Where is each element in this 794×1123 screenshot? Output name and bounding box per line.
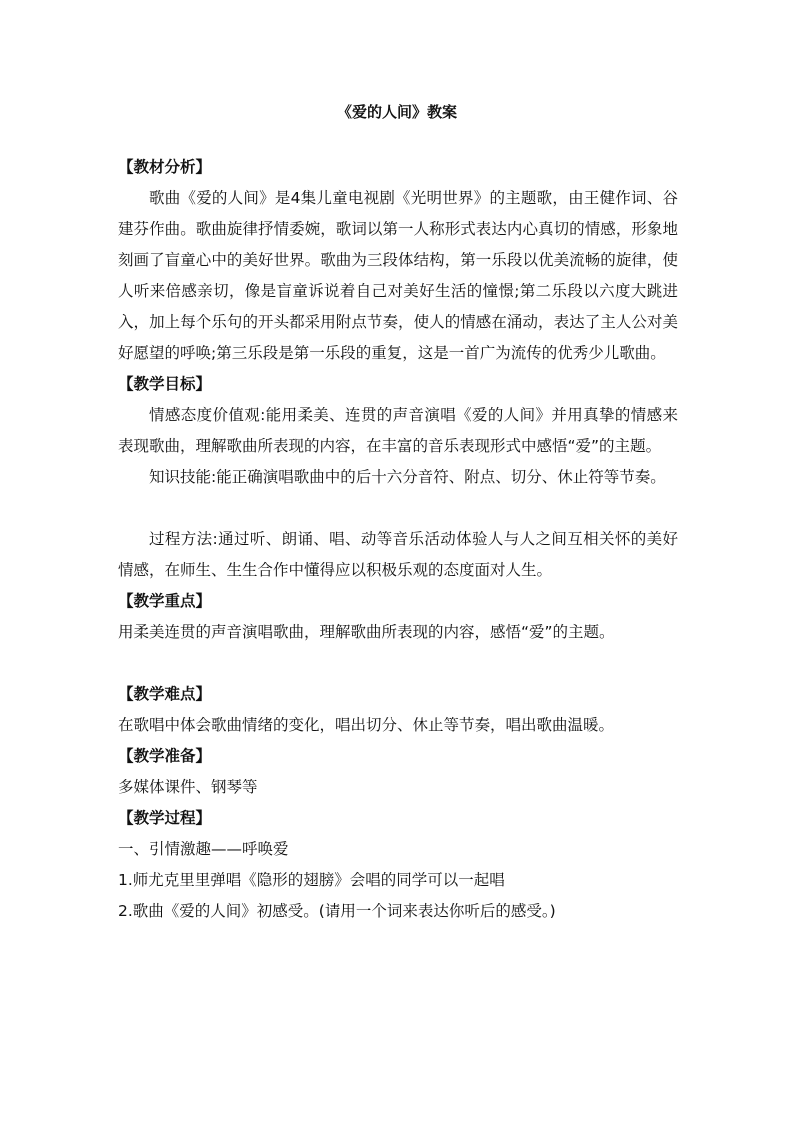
section-heading-difficulty: 【教学难点】 xyxy=(118,685,212,703)
blank-line xyxy=(118,648,678,679)
procedure-line: 一、引情激趣——呼唤爱 xyxy=(118,840,289,858)
key-point-text: 用柔美连贯的声音演唱歌曲，理解歌曲所表现的内容，感悟“爱”的主题。 xyxy=(118,623,615,641)
goal-process-paragraph: 过程方法:通过听、朗诵、唱、动等音乐活动体验人与人之间互相关怀的美好情感，在师生、生生合作中懂得应以积极乐观的态度面对人生。 xyxy=(118,530,678,579)
prep-text: 多媒体课件、钢琴等 xyxy=(118,778,258,796)
procedure-line: 1.师尤克里里弹唱《隐形的翅膀》会唱的同学可以一起唱 xyxy=(118,871,505,889)
section-heading-goals: 【教学目标】 xyxy=(118,375,212,393)
goal-emotion-paragraph: 情感态度价值观:能用柔美、连贯的声音演唱《爱的人间》并用真挚的情感来表现歌曲，理解歌曲所表现的内容，在丰富的音乐表现形式中感悟“爱”的主题。 xyxy=(118,406,678,455)
procedure-line: 2.歌曲《爱的人间》初感受。(请用一个词来表达你听后的感受。) xyxy=(118,902,556,920)
analysis-paragraph: 歌曲《爱的人间》是4集儿童电视剧《光明世界》的主题歌，由王健作词、谷建芬作曲。歌曲旋律抒情委婉，歌词以第一人称形式表达内心真切的情感，形象地刻画了盲童心中的美好世界。歌曲为三段体结构，第一乐段以优美流畅的旋律，使人听来倍感亲切，像是盲童诉说着自己对美好生活的憧憬;第二乐段以六度大跳进入，加上每个乐句的开头都采用附点节奏，使人的情感在涌动，表达了主人公对美好愿望的呼唤;第三乐段是第一乐段的重复，这是一首广为流传的优秀少儿歌曲。 xyxy=(118,189,678,362)
section-heading-procedure: 【教学过程】 xyxy=(118,809,212,827)
section-heading-analysis: 【教材分析】 xyxy=(118,158,212,176)
page-title: 《爱的人间》教案 xyxy=(336,103,457,121)
section-heading-key: 【教学重点】 xyxy=(118,592,212,610)
difficulty-text: 在歌唱中体会歌曲情绪的变化，唱出切分、休止等节奏，唱出歌曲温暖。 xyxy=(118,716,615,734)
document-body xyxy=(118,152,678,927)
goal-skills-paragraph: 知识技能:能正确演唱歌曲中的后十六分音符、附点、切分、休止符等节奏。 xyxy=(149,468,666,486)
blank-line xyxy=(118,493,678,524)
section-heading-prep: 【教学准备】 xyxy=(118,747,212,765)
